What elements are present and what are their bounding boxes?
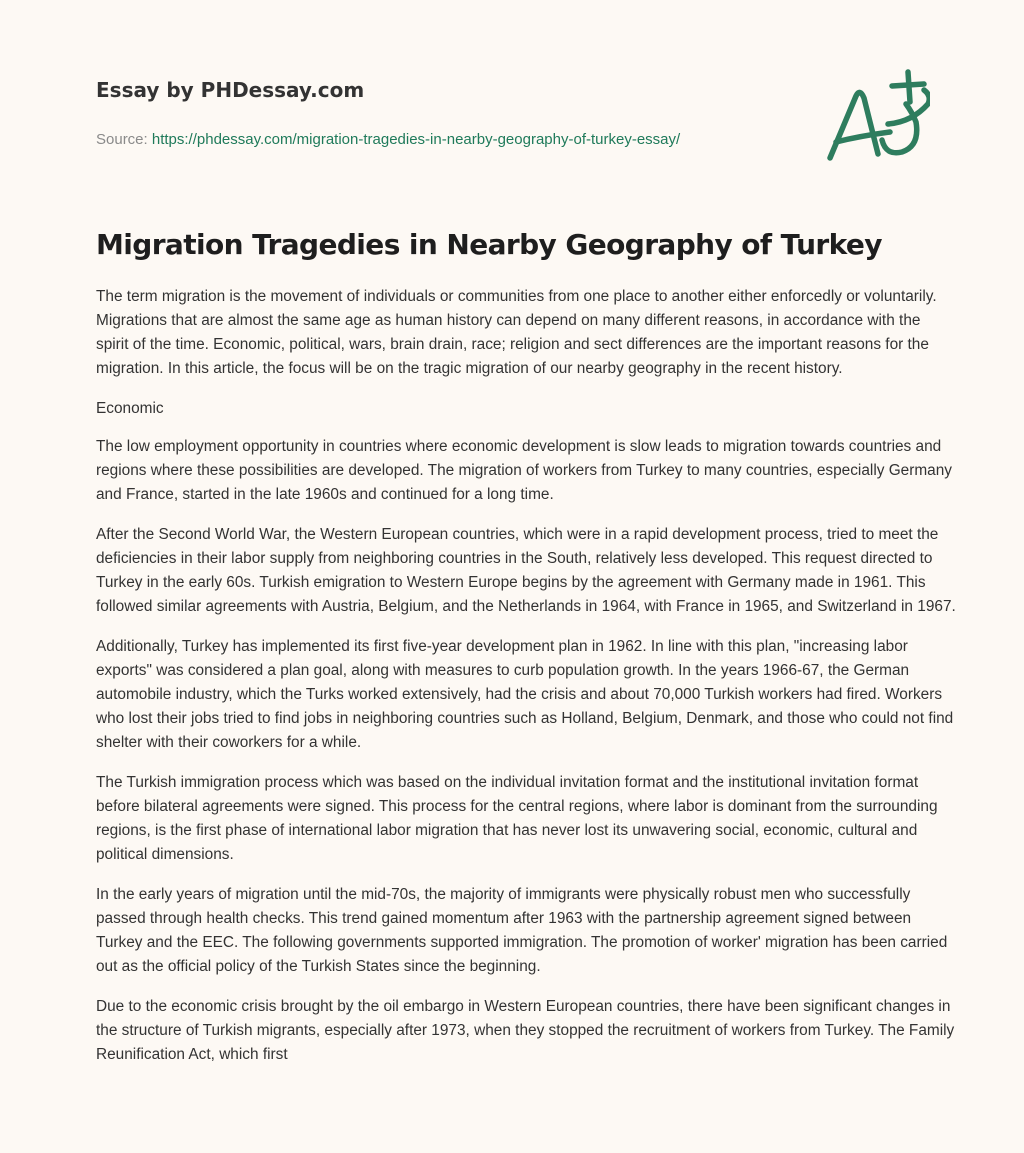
paragraph-intro: The term migration is the movement of individuals or communities from one place to another either enforcedly or voluntarily. Migrations that are almost the same age as human history can depend on many different reasons, in accordance with the spirit of the time. Economic, political, wars, brain drain, race; religion and sect differences are the important reasons for the migration. In this article, the focus will be on the tragic migration of our nearby geography in the recent history.: [96, 288, 937, 377]
paragraph: Due to the economic crisis brought by the oil embargo in Western European countries, there have been significant changes in the structure of Turkish migrants, especially after 1973, when they stopped the recruitment of workers from Turkey. The Family Reunification Act, which first: [96, 998, 955, 1063]
paragraph: Additionally, Turkey has implemented its first five-year development plan in 1962. In line with this plan, "increasing labor exports" was considered a plan goal, along with measures to curb population growth. In the years 1966-67, the German automobile industry, which the Turks worked extensively, had the crisis and about 70,000 Turkish workers had fired. Workers who lost their jobs tried to find jobs in neighboring countries such as Holland, Belgium, Denmark, and those who could not find shelter with their coworkers for a while.: [96, 638, 954, 751]
paragraph: The Turkish immigration process which was based on the individual invitation format and the institutional invitation format before bilateral agreements were signed. This process for the central regions, where labor is dominant from the surrounding regions, is the first phase of international labor migration that has never lost its unwavering social, economic, cultural and political dimensions.: [96, 774, 938, 863]
article-title: Migration Tragedies in Nearby Geography of Turkey: [96, 228, 882, 261]
brand-title: Essay by PHDessay.com: [96, 78, 365, 102]
a-plus-grade-icon: [820, 66, 930, 166]
source-link[interactable]: https://phdessay.com/migration-tragedies-in-nearby-geography-of-turkey-essay/: [151, 131, 681, 148]
source-label: Source:: [96, 131, 148, 148]
paragraph: In the early years of migration until the mid-70s, the majority of immigrants were physically robust men who successfully passed through health checks. This trend gained momentum after 1963 with the partnership agreement signed between Turkey and the EEC. The following governments supported immigration. The promotion of worker' migration has been carried out as the official policy of the Turkish States since the beginning.: [96, 886, 948, 975]
paragraph: The low employment opportunity in countries where economic development is slow leads to migration towards countries and regions where these possibilities are developed. The migration of workers from Turkey to many countries, especially Germany and France, started in the late 1960s and continued for a long time.: [96, 438, 952, 503]
section-heading-economic: Economic: [96, 400, 164, 417]
source-line: [96, 130, 796, 150]
page-header: [96, 76, 796, 150]
article-body: [96, 285, 956, 1083]
paragraph: After the Second World War, the Western European countries, which were in a rapid development process, tried to meet the deficiencies in their labor supply from neighboring countries in the South, relatively less developed. This request directed to Turkey in the early 60s. Turkish emigration to Western Europe begins by the agreement with Germany made in 1961. This followed similar agreements with Austria, Belgium, and the Netherlands in 1964, with France in 1965, and Switzerland in 1967.: [96, 526, 956, 615]
